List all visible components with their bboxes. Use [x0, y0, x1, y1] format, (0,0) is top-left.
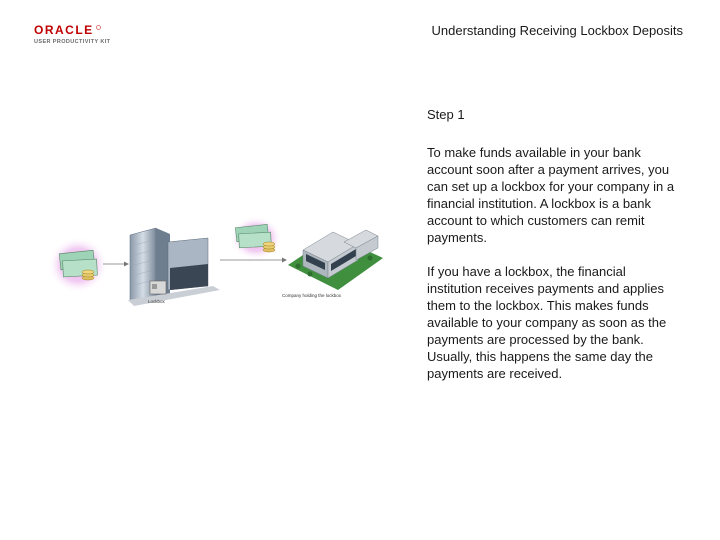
logo-subtext: USER PRODUCTIVITY KIT [34, 39, 111, 45]
paragraph-2: If you have a lockbox, the financial institution receives payments and applies them to the lockbox. This makes funds available to your company as soon as the payments are processed by the bank. Usually, this happens the same day the payments are received. [427, 264, 667, 381]
payment-checks-right [230, 216, 282, 260]
company-building [288, 230, 383, 290]
company-caption: Company holding the lockbox [282, 293, 342, 298]
lockbox-caption: Lockbox [148, 299, 165, 304]
page-title: Understanding Receiving Lockbox Deposits [431, 23, 683, 38]
logo-wordmark: ORACLE [34, 23, 94, 37]
oracle-logo [34, 24, 134, 45]
payment-checks-left [48, 237, 108, 293]
paragraph-1: To make funds available in your bank account soon after a payment arrives, you can set up a lockbox for your company in a financial institution. A lockbox is a bank account to which customers can remit payments. [427, 145, 675, 245]
bank-building [128, 228, 220, 306]
registered-mark-icon [96, 25, 101, 30]
step-content [427, 106, 679, 399]
step-label: Step 1 [427, 107, 465, 122]
lockbox-illustration [48, 190, 388, 320]
lockbox-icon [150, 281, 166, 294]
